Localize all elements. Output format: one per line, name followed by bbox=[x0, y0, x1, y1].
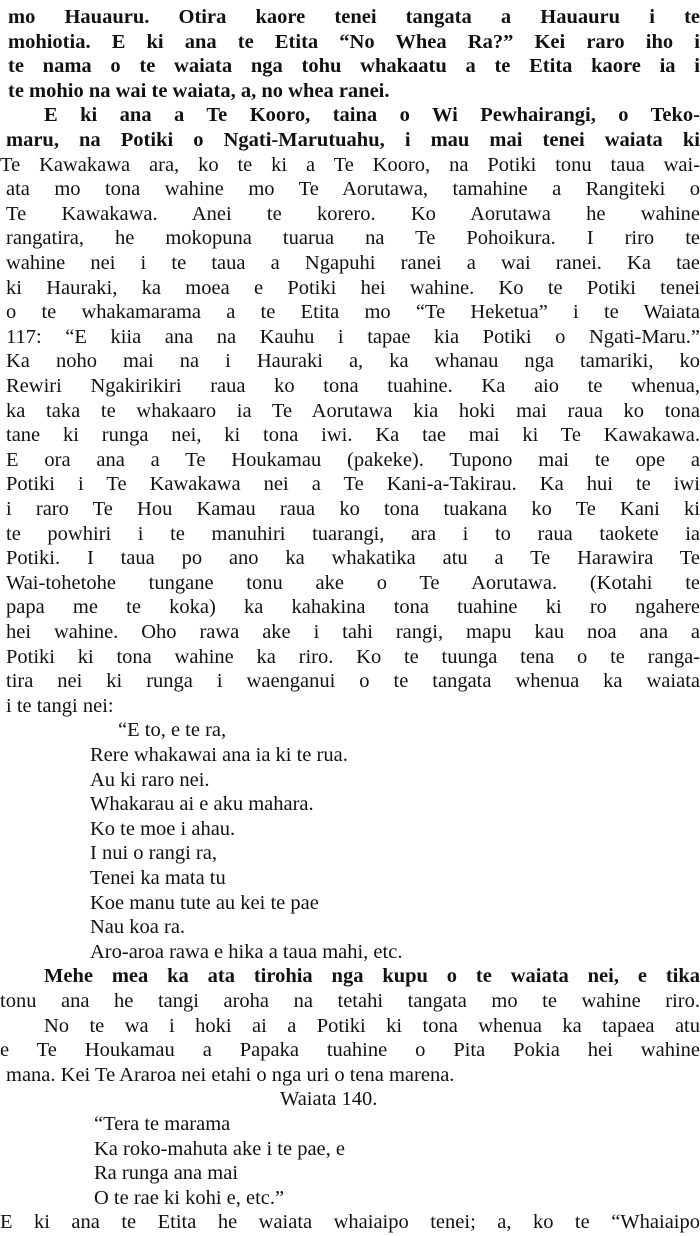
text-line bbox=[0, 176, 700, 202]
text-line-content: ki Hauraki, ka moea e Potiki hei wahine. Ko te Potiki tenei bbox=[6, 276, 700, 299]
text-line-content: te powhiri i te manuhiri tuarangi, ara i to raua taokete ia bbox=[6, 522, 700, 545]
text-line bbox=[0, 422, 700, 448]
text-line-content: E ki ana a Te Kooro, taina o Wi Pewhairangi, o Teko- bbox=[44, 104, 700, 127]
text-line-content: Mehe mea ka ata tirohia nga kupu o te waiata nei, e tika bbox=[44, 965, 700, 988]
text-line-content: Koe manu tute au kei te pae bbox=[90, 891, 319, 914]
text-line-content: hei wahine. Oho rawa ake i tahi rangi, mapu kau noa ana a bbox=[6, 621, 700, 643]
text-line bbox=[0, 988, 700, 1014]
text-line-content: Ko te moe i ahau. bbox=[90, 817, 236, 840]
text-line-content: o te whakamarama a te Etita mo “Te Heketua” i te Waiata bbox=[6, 301, 700, 324]
text-line-content: tonu ana he tangi aroha na tetahi tangata mo te wahine riro. bbox=[0, 990, 700, 1012]
text-line bbox=[0, 693, 700, 719]
text-line-content: ka taka te whakaaro ia Te Aorutawa kia hoki mai raua ko tona bbox=[6, 399, 700, 422]
text-line bbox=[0, 890, 700, 916]
text-line-content: Whakarau ai e aku mahara. bbox=[90, 793, 314, 816]
text-line bbox=[0, 791, 700, 817]
text-line-content: mohiotia. E ki ana te Etita “No Whea Ra?” Kei raro iho i bbox=[8, 30, 700, 53]
text-line bbox=[0, 447, 700, 473]
text-line-content: ata mo tona wahine mo Te Aorutawa, tamahine a Rangiteki o bbox=[6, 178, 700, 201]
text-line bbox=[0, 742, 700, 768]
text-line-content: Au ki raro nei. bbox=[90, 768, 210, 791]
text-line bbox=[0, 1160, 700, 1186]
text-line bbox=[0, 53, 700, 79]
text-line bbox=[0, 496, 700, 522]
text-line bbox=[0, 78, 700, 104]
text-line-content: Waiata 140. bbox=[280, 1088, 378, 1111]
text-line bbox=[0, 29, 700, 55]
text-line-content: “Tera te marama bbox=[94, 1113, 231, 1135]
text-line-content: mana. Kei Te Araroa nei etahi o nga uri o tena marena. bbox=[6, 1063, 455, 1086]
text-line-content: E ora ana a Te Houkamau (pakeke). Tupono mai te ope a bbox=[6, 448, 700, 471]
text-line bbox=[0, 767, 700, 793]
text-line-content: Wai-tohetohe tungane tonu ake o Te Aorutawa. (Kotahi te bbox=[6, 571, 700, 594]
text-line-content: I nui o rangi ra, bbox=[90, 842, 217, 865]
text-line-content: te nama o te waiata nga tohu whakaatu a te Etita kaore ia i bbox=[8, 55, 700, 78]
text-line bbox=[0, 914, 700, 940]
text-line-content: tane ki runga nei, ki tona iwi. Ka tae mai ki Te Kawakawa. bbox=[6, 424, 700, 447]
text-line-content: No te wa i hoki ai a Potiki ki tona whenua ka tapaea atu bbox=[44, 1014, 700, 1037]
text-line-content: Te Kawakawa. Anei te korero. Ko Aorutawa he wahine bbox=[6, 202, 700, 225]
text-line-content: Aro-aroa rawa e hika a taua mahi, etc. bbox=[90, 940, 403, 963]
text-line bbox=[0, 521, 700, 547]
text-line-content: rangatira, he mokopuna tuarua na Te Pohoikura. I riro te bbox=[6, 227, 700, 250]
text-line-content: wahine nei i te taua a Ngapuhi ranei a wai ranei. Ka tae bbox=[6, 252, 700, 274]
text-line-content: Nau koa ra. bbox=[90, 916, 186, 939]
text-line bbox=[0, 1185, 700, 1211]
text-line bbox=[0, 348, 700, 374]
text-line bbox=[0, 1111, 700, 1137]
text-line-content: Potiki ki tona wahine ka riro. Ko te tuunga tena o te ranga- bbox=[6, 645, 700, 668]
text-line-content: Ra runga ana mai bbox=[94, 1162, 239, 1185]
text-line bbox=[0, 1209, 700, 1235]
text-line bbox=[0, 275, 700, 301]
text-line-content: E ki ana te Etita he waiata whaiaipo tenei; a, ko te “Whaiaipo bbox=[0, 1211, 700, 1234]
text-line bbox=[0, 545, 700, 571]
text-line-content: Potiki. I taua po ano ka whakatika atu a Te Harawira Te bbox=[6, 547, 700, 570]
text-line bbox=[0, 324, 700, 350]
text-line-content: Tenei ka mata tu bbox=[90, 867, 226, 889]
text-line bbox=[0, 201, 700, 227]
text-line bbox=[0, 4, 700, 30]
text-line-content: Potiki i Te Kawakawa nei a Te Kani-a-Takirau. Ka hui te iwi bbox=[6, 473, 700, 496]
text-line bbox=[0, 619, 700, 645]
text-line-content: “E to, e te ra, bbox=[118, 719, 227, 742]
text-line-content: Ka roko-mahuta ake i te pae, e bbox=[94, 1137, 346, 1160]
text-line-content: te mohio na wai te waiata, a, no whea ranei. bbox=[8, 79, 390, 102]
text-line bbox=[0, 373, 700, 399]
text-line bbox=[0, 1136, 700, 1162]
text-line-content: 117: “E kiia ana na Kauhu i tapae kia Potiki o Ngati-Maru.” bbox=[6, 325, 700, 348]
text-line bbox=[0, 939, 700, 965]
text-line-content: mo Hauauru. Otira kaore tenei tangata a Hauauru i te bbox=[8, 6, 700, 28]
text-line bbox=[0, 299, 700, 325]
text-line bbox=[0, 152, 700, 178]
text-line bbox=[0, 1086, 700, 1112]
text-line bbox=[0, 963, 700, 989]
text-line bbox=[0, 250, 700, 276]
text-line bbox=[0, 225, 700, 251]
text-line-content: e Te Houkamau a Papaka tuahine o Pita Pokia hei wahine bbox=[0, 1039, 700, 1062]
text-line-content: i raro Te Hou Kamau raua ko tona tuakana ko Te Kani ki bbox=[6, 498, 700, 520]
text-line-content: i te tangi nei: bbox=[6, 694, 114, 717]
text-line-content: O te rae ki kohi e, etc.” bbox=[94, 1186, 285, 1209]
text-line-content: Rewiri Ngakirikiri raua ko tona tuahine. Ka aio te whenua, bbox=[6, 375, 700, 397]
text-line bbox=[0, 1037, 700, 1063]
text-line bbox=[0, 644, 700, 670]
text-line-content: Ka noho mai na i Hauraki a, ka whanau nga tamariki, ko bbox=[6, 350, 700, 373]
text-line-content: maru, na Potiki o Ngati-Marutuahu, i mau mai tenei waiata ki bbox=[6, 129, 700, 151]
text-line bbox=[0, 840, 700, 866]
text-line bbox=[0, 717, 700, 743]
text-line bbox=[0, 668, 700, 694]
text-line bbox=[0, 127, 700, 153]
text-line bbox=[0, 102, 700, 128]
text-line bbox=[0, 816, 700, 842]
text-line bbox=[0, 1062, 700, 1088]
text-line bbox=[0, 398, 700, 424]
text-line bbox=[0, 570, 700, 596]
text-line bbox=[0, 865, 700, 891]
text-line-content: Te Kawakawa ara, ko te ki a Te Kooro, na Potiki tonu taua wai- bbox=[0, 153, 700, 176]
text-line bbox=[0, 1013, 700, 1039]
text-line-content: Rere whakawai ana ia ki te rua. bbox=[90, 744, 348, 766]
text-line bbox=[0, 471, 700, 497]
text-line-content: tira nei ki runga i waenganui o te tangata whenua ka waiata bbox=[6, 670, 700, 693]
text-line bbox=[0, 594, 700, 620]
text-line-content: papa me te koka) ka kahakina tona tuahine ki ro ngahere bbox=[6, 596, 700, 619]
